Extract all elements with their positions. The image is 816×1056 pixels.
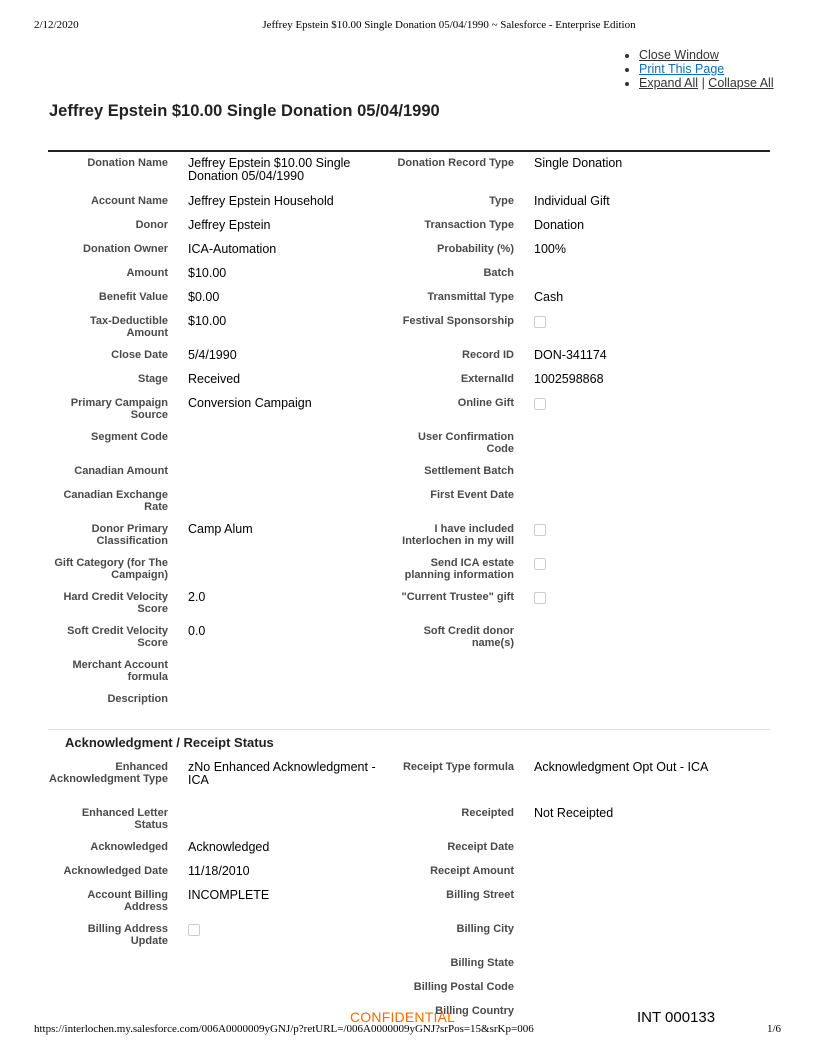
field-label: Amount — [126, 267, 168, 279]
print-page-link[interactable]: Print This Page — [639, 62, 725, 76]
field-value: Acknowledgment Opt Out - ICA — [534, 760, 709, 774]
field-value: zNo Enhanced Acknowledgment - ICA — [188, 760, 376, 787]
field-label: Soft Credit Velocity Score — [67, 625, 168, 649]
field-label: Account Billing Address — [87, 889, 168, 913]
field-label: Soft Credit donor name(s) — [423, 625, 514, 649]
field-label: Record ID — [462, 349, 514, 361]
field-value — [188, 489, 393, 523]
detail-row — [48, 557, 770, 591]
field-value — [534, 923, 770, 957]
field-value — [534, 981, 770, 1005]
detail-row — [48, 267, 770, 291]
field-label: Receipted — [461, 807, 514, 819]
field-value — [188, 431, 393, 465]
field-value — [188, 957, 393, 981]
detail-row — [48, 625, 770, 659]
field-label: Receipt Date — [447, 841, 514, 853]
print-date: 2/12/2020 — [34, 19, 79, 31]
field-value: DON-341174 — [534, 348, 607, 362]
field-value — [534, 659, 770, 693]
field-value — [534, 465, 770, 489]
detail-row — [48, 349, 770, 373]
field-value: ICA-Automation — [188, 242, 277, 256]
section-divider — [48, 729, 770, 730]
field-value: 0.0 — [188, 624, 206, 638]
field-label: Billing Country — [435, 1005, 514, 1017]
field-label: ExternalId — [460, 373, 514, 385]
field-label: Billing State — [450, 957, 514, 969]
field-label: I have included Interlochen in my will — [402, 523, 514, 547]
field-value — [188, 807, 393, 841]
field-label — [48, 957, 188, 981]
section-title-acknowledgment[interactable]: Acknowledgment / Receipt Status — [65, 735, 274, 750]
field-value: Donation — [534, 218, 585, 232]
field-label: Close Date — [111, 349, 168, 361]
top-links — [622, 48, 774, 90]
field-value: Cash — [534, 290, 564, 304]
detail-row — [48, 195, 770, 219]
field-label — [48, 981, 188, 1005]
field-value — [534, 865, 770, 889]
field-value: INCOMPLETE — [188, 888, 270, 902]
field-label: Segment Code — [90, 431, 168, 443]
field-value — [534, 523, 770, 557]
detail-row — [48, 431, 770, 465]
field-label: First Event Date — [430, 489, 514, 501]
field-label: Merchant Account formula — [72, 659, 168, 683]
field-label: Canadian Amount — [74, 465, 168, 477]
detail-row — [48, 489, 770, 523]
field-label: Acknowledged Date — [63, 865, 168, 877]
field-label: Donation Owner — [83, 243, 168, 255]
field-value — [534, 267, 770, 291]
detail-row — [48, 243, 770, 267]
field-label: User Confirmation Code — [418, 431, 514, 455]
field-label: Enhanced Letter Status — [81, 807, 168, 831]
field-label: Billing Address Update — [87, 923, 168, 947]
field-label: Receipt Type formula — [402, 761, 514, 773]
estate-planning-checkbox — [534, 558, 546, 570]
detail-row — [48, 291, 770, 315]
detail-row — [48, 315, 770, 349]
field-label: Hard Credit Velocity Score — [63, 591, 168, 615]
field-value: $0.00 — [188, 290, 220, 304]
field-value — [534, 625, 770, 659]
field-label: Probability (%) — [436, 243, 514, 255]
field-value: Jeffrey Epstein Household — [188, 194, 334, 208]
field-label: Settlement Batch — [424, 465, 514, 477]
field-value — [188, 981, 393, 1005]
field-label: Type — [489, 195, 514, 207]
close-window-item — [639, 48, 774, 62]
detail-row — [48, 157, 770, 195]
field-value — [534, 557, 770, 591]
field-label: Billing City — [456, 923, 514, 935]
confidential-stamp: CONFIDENTIAL — [350, 1009, 456, 1025]
field-label: Donor — [135, 219, 168, 231]
field-label: Donor Primary Classification — [91, 523, 168, 547]
acknowledgment-table — [48, 761, 770, 1029]
field-value: Acknowledged — [188, 840, 270, 854]
field-label: Description — [107, 693, 168, 705]
field-value: Jeffrey Epstein — [188, 218, 271, 232]
field-value — [534, 957, 770, 981]
field-label: Donation Name — [87, 157, 168, 169]
billing-address-update-checkbox — [188, 924, 200, 936]
field-value: $10.00 — [188, 314, 227, 328]
online-gift-checkbox — [534, 398, 546, 410]
field-value: 2.0 — [188, 590, 206, 604]
collapse-all-link[interactable]: Collapse All — [708, 76, 774, 90]
field-value: 5/4/1990 — [188, 348, 237, 362]
field-value: Individual Gift — [534, 194, 610, 208]
field-label: Online Gift — [457, 397, 514, 409]
field-label — [393, 693, 534, 717]
print-footer-url: https://interlochen.my.salesforce.com/006A0000009yGNJ/p?retURL=/006A0000009yGNJ?srPos=15&srKp=006 — [34, 1023, 534, 1035]
field-value: Not Receipted — [534, 806, 614, 820]
print-header — [0, 19, 816, 33]
field-value — [188, 659, 393, 693]
expand-collapse-item — [639, 76, 774, 90]
field-value — [188, 465, 393, 489]
field-label: Batch — [483, 267, 514, 279]
field-label: Benefit Value — [98, 291, 168, 303]
detail-row — [48, 219, 770, 243]
detail-row — [48, 523, 770, 557]
detail-row — [48, 957, 770, 981]
detail-row — [48, 807, 770, 841]
detail-row — [48, 865, 770, 889]
field-value: Conversion Campaign — [188, 396, 312, 410]
field-value: 11/18/2010 — [188, 864, 250, 878]
close-window-link[interactable]: Close Window — [639, 48, 719, 62]
detail-row — [48, 373, 770, 397]
field-label: "Current Trustee" gift — [401, 591, 514, 603]
field-label: Primary Campaign Source — [70, 397, 168, 421]
detail-row — [48, 659, 770, 693]
field-label: Transaction Type — [424, 219, 514, 231]
field-label: Billing Postal Code — [413, 981, 514, 993]
field-label: Receipt Amount — [430, 865, 514, 877]
field-value: Received — [188, 372, 241, 386]
field-value — [534, 431, 770, 465]
field-label — [393, 659, 534, 693]
field-label: Canadian Exchange Rate — [63, 489, 168, 513]
field-label: Billing Street — [446, 889, 514, 901]
field-label: Gift Category (for The Campaign) — [54, 557, 168, 581]
detail-row — [48, 889, 770, 923]
detail-row — [48, 397, 770, 431]
header-divider — [48, 150, 770, 152]
print-page-number: 1/6 — [767, 1023, 782, 1035]
page-title: Jeffrey Epstein $10.00 Single Donation 05/04/1990 — [49, 102, 440, 120]
field-value: Jeffrey Epstein $10.00 Single Donation 05/04/1990 — [188, 156, 351, 183]
detail-row — [48, 465, 770, 489]
field-label: Send ICA estate planning information — [404, 557, 514, 581]
field-label: Donation Record Type — [397, 157, 514, 169]
current-trustee-checkbox — [534, 592, 546, 604]
field-label: Festival Sponsorship — [402, 315, 514, 327]
field-value — [534, 397, 770, 431]
bates-number: INT 000133 — [637, 1009, 716, 1026]
detail-row — [48, 693, 770, 717]
detail-row — [48, 841, 770, 865]
field-label: Stage — [138, 373, 168, 385]
field-value: $10.00 — [188, 266, 227, 280]
print-page-item — [639, 62, 774, 76]
field-value: 1002598868 — [534, 372, 604, 386]
link-separator: | — [701, 76, 705, 90]
field-label: Account Name — [90, 195, 168, 207]
field-label: Enhanced Acknowledgment Type — [49, 761, 168, 785]
detail-row — [48, 591, 770, 625]
detail-row — [48, 761, 770, 807]
field-value — [188, 693, 393, 717]
field-value — [188, 557, 393, 591]
detail-table — [48, 157, 770, 717]
field-label: Transmittal Type — [427, 291, 514, 303]
field-value — [534, 315, 770, 349]
print-page-title: Jeffrey Epstein $10.00 Single Donation 05/04/1990 ~ Salesforce - Enterprise Edition — [262, 19, 636, 31]
festival-sponsorship-checkbox — [534, 316, 546, 328]
expand-all-link[interactable]: Expand All — [639, 76, 699, 90]
detail-row — [48, 981, 770, 1005]
field-value: Camp Alum — [188, 522, 253, 536]
field-value — [534, 489, 770, 523]
field-value — [534, 591, 770, 625]
field-label: Acknowledged — [90, 841, 168, 853]
field-value: Single Donation — [534, 156, 623, 170]
field-value — [188, 923, 393, 957]
field-value — [534, 693, 770, 717]
field-label: Tax-Deductible Amount — [89, 315, 168, 339]
detail-row — [48, 923, 770, 957]
field-value — [534, 841, 770, 865]
included-in-will-checkbox — [534, 524, 546, 536]
field-value: 100% — [534, 242, 566, 256]
field-value — [534, 889, 770, 923]
